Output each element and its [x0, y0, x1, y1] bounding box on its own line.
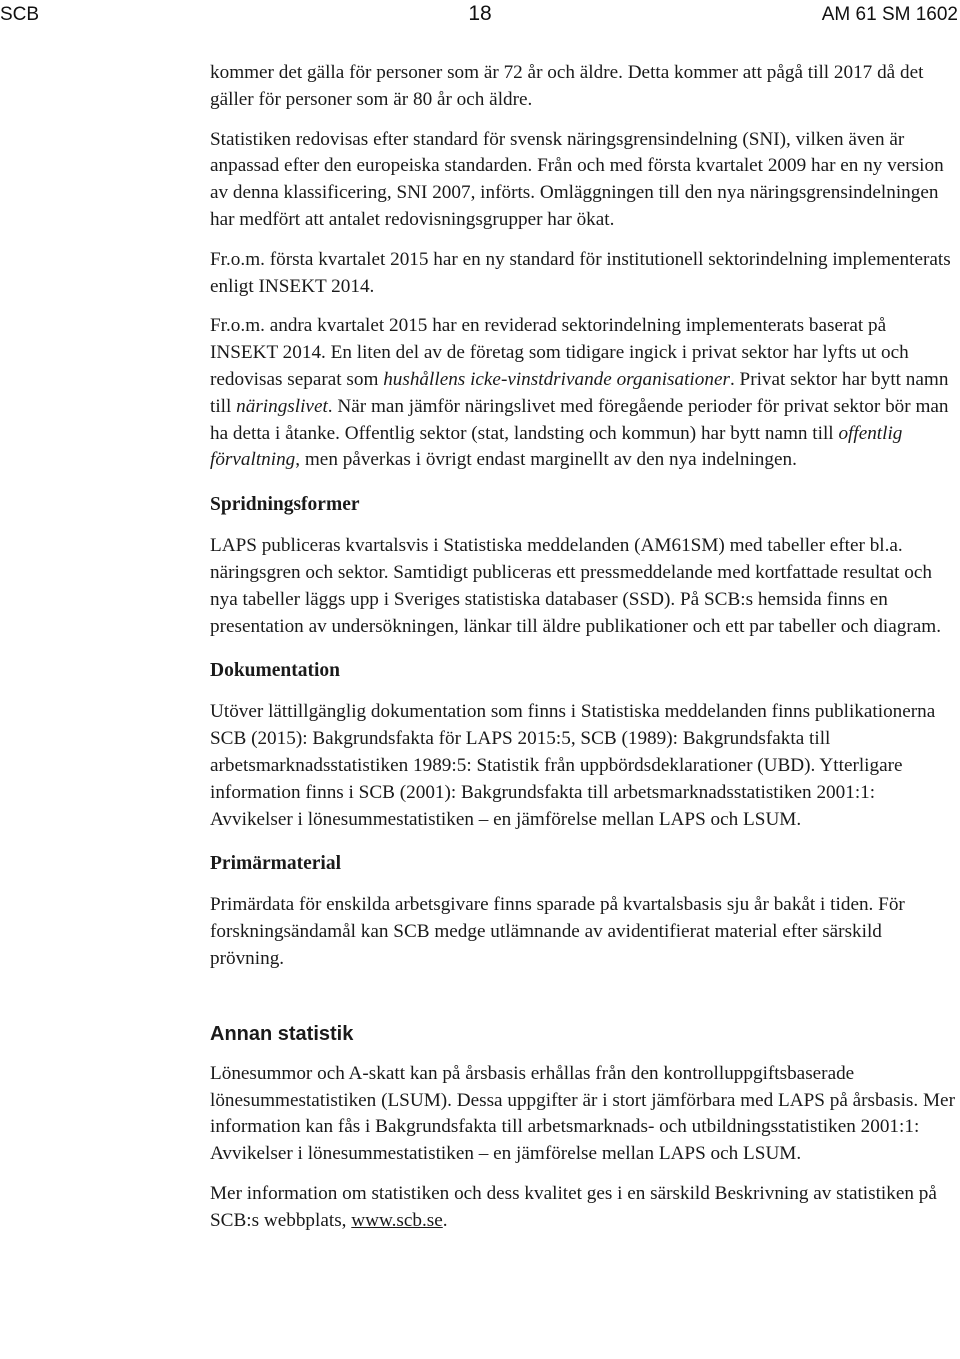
- italic-term: näringslivet: [236, 395, 328, 417]
- italic-term: offentlig förvaltning: [210, 422, 903, 471]
- text-run: , men påverkas i övrigt endast marginellt av den nya indelningen.: [295, 449, 797, 471]
- header-publication-code: AM 61 SM 1602: [821, 4, 958, 25]
- header-organization: SCB: [0, 4, 40, 25]
- heading-primarmaterial: Primärmaterial: [210, 853, 342, 875]
- text-run: Mer information om statistiken och dess kvalitet ges i en särskild Beskrivning av statistiken på SCB:s webbplats,: [210, 1182, 937, 1231]
- text-run: . När man jämför näringslivet med föregående perioder för privat sektor bör man ha detta i åtanke. Offentlig sektor (stat, landsting och kommun) har bytt namn till: [210, 395, 949, 444]
- paragraph-spridningsformer: LAPS publiceras kvartalsvis i Statistiska meddelanden (AM61SM) med tabeller efter bl.a. näringsgren och sektor. Samtidigt publiceras ett pressmeddelande med kortfattade resultat och nya tabeller läggs upp i Sveriges statistiska databaser (SSD). På SCB:s hemsida finns en presentation av undersökningen, länkar till äldre publikationer och ett par tabeller och diagram.: [210, 535, 941, 637]
- heading-spridningsformer: Spridningsformer: [210, 494, 360, 516]
- page-header: [0, 4, 960, 28]
- paragraph-insekt-q2: [210, 313, 956, 474]
- document-body: [210, 60, 956, 1235]
- heading-annan-statistik: Annan statistik: [210, 1022, 354, 1045]
- text-run: .: [442, 1209, 448, 1231]
- page-number: 18: [468, 2, 492, 25]
- paragraph-age-rule: kommer det gälla för personer som är 72 år och äldre. Detta kommer att pågå till 2017 då det gäller för personer som är 80 år och äldre.: [210, 62, 924, 110]
- paragraph-insekt-q1: Fr.o.m. första kvartalet 2015 har en ny standard för institutionell sektorindelning implementerats enligt INSEKT 2014.: [210, 248, 951, 297]
- paragraph-dokumentation: Utöver lättillgänglig dokumentation som finns i Statistiska meddelanden finns publikationerna SCB (2015): Bakgrundsfakta för LAPS 2015:5, SCB (1989): Bakgrundsfakta till arbetsmarknadsstatistiken 1989:5: Statistik från uppbördsdeklarationer (UBD). Ytterligare information finns i SCB (2001): Bakgrundsfakta till arbetsmarknadsstatistiken 2001:1: Avvikelser i lönesummestatistiken – en jämförelse mellan LAPS och LSUM.: [210, 701, 936, 830]
- paragraph-beskrivning: [210, 1181, 956, 1235]
- paragraph-primarmaterial: Primärdata för enskilda arbetsgivare finns sparade på kvartalsbasis sju år bakåt i tiden. För forskningsändamål kan SCB medge utlämnande av avidentifierat material efter särskild prövning.: [210, 894, 905, 969]
- paragraph-annan-statistik: Lönesummor och A-skatt kan på årsbasis erhållas från den kontrolluppgiftsbaserade lönesummestatistiken (LSUM). Dessa uppgifter är i stort jämförbara med LAPS på årsbasis. Mer information kan fås i Bakgrundsfakta till arbetsmarknads- och utbildningsstatistiken 2001:1: Avvikelser i lönesummestatistiken – en jämförelse mellan LAPS och LSUM.: [210, 1062, 955, 1165]
- italic-term: hushållens icke-vinstdrivande organisationer: [383, 368, 730, 390]
- text-run: Fr.o.m. andra kvartalet 2015 har en reviderad sektorindelning implementerats baserat på INSEKT 2014. En liten del av de företag som tidigare ingick i privat sektor har lyfts ut och redovisas separat som: [210, 315, 909, 390]
- heading-dokumentation: Dokumentation: [210, 660, 341, 682]
- scb-website-link[interactable]: www.scb.se: [351, 1209, 443, 1231]
- text-run: . Privat sektor har bytt namn till: [210, 368, 949, 417]
- paragraph-sni: Statistiken redovisas efter standard för svensk näringsgrensindelning (SNI), vilken även är anpassad efter den europeiska standarden. Från och med första kvartalet 2009 har en ny version av denna klassificering, SNI 2007, införts. Omläggningen till den nya näringsgrensindelningen har medfört att antalet redovisningsgrupper har ökat.: [210, 128, 944, 230]
